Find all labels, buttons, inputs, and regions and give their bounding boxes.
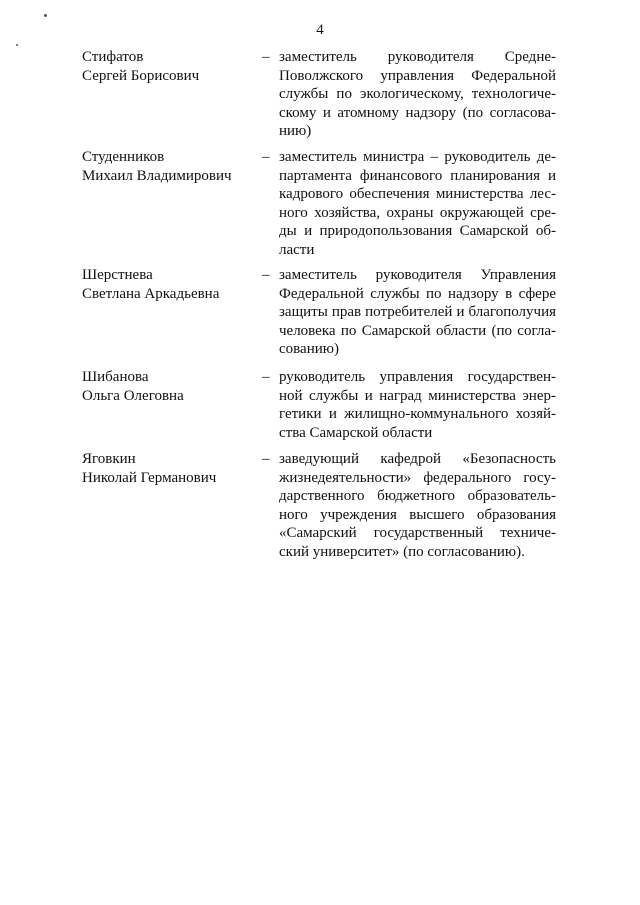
position-line: скому и атомному надзору (по согласова- (279, 104, 556, 121)
separator-dash: – (262, 149, 270, 165)
separator-dash: – (262, 369, 270, 385)
position-line: нию) (279, 123, 312, 139)
member-surname: Студенников (82, 149, 165, 165)
member-position (279, 368, 556, 442)
position-line: ды и природопользования Самарской об- (279, 223, 556, 239)
member-surname: Шибанова (82, 369, 149, 385)
position-line: человека по Самарской области (по согла- (279, 322, 556, 339)
separator-dash: – (262, 49, 270, 65)
member-surname: Шерстнева (82, 267, 153, 283)
position-line: ласти (279, 241, 315, 258)
scan-speck (44, 14, 47, 17)
position-line: заведующий кафедрой «Безопасность (279, 451, 556, 467)
position-line: службы по экологическому, технологиче- (279, 86, 556, 102)
member-position (279, 450, 556, 561)
position-line: ного хозяйства, охраны окружающей сре- (279, 204, 556, 221)
position-line: дарственного бюджетного образователь- (279, 488, 556, 504)
page-number: 4 (316, 22, 324, 38)
position-line: гетики и жилищно-коммунального хозяй- (279, 406, 556, 422)
member-name (82, 450, 262, 487)
position-line: Поволжского управления Федеральной (279, 67, 556, 84)
member-surname: Яговкин (82, 451, 136, 467)
position-line: партамента финансового планирования и (279, 167, 556, 184)
position-line: «Самарский государственный техниче- (279, 525, 556, 541)
position-line: сованию) (279, 341, 339, 357)
member-given-names: Сергей Борисович (82, 67, 200, 84)
position-line: ного учреждения высшего образования (279, 506, 556, 523)
position-line: ства Самарской области (279, 424, 433, 441)
position-line: Федеральной службы по надзору в сфере (279, 285, 556, 302)
separator-dash: – (262, 451, 270, 467)
member-surname: Стифатов (82, 49, 144, 65)
member-given-names: Николай Германович (82, 469, 217, 486)
position-line: заместитель министра – руководитель де- (279, 149, 556, 165)
position-line: руководитель управления государствен- (279, 369, 556, 385)
member-name (82, 266, 262, 303)
member-name (82, 48, 262, 85)
member-given-names: Михаил Владимирович (82, 167, 232, 184)
position-line: заместитель руководителя Средне- (279, 49, 556, 65)
member-given-names: Ольга Олеговна (82, 387, 184, 404)
member-position (279, 48, 556, 141)
position-line: кадрового обеспечения министерства лес- (279, 186, 556, 202)
member-position (279, 148, 556, 259)
member-name (82, 368, 262, 405)
member-position (279, 266, 556, 359)
separator-dash: – (262, 267, 270, 283)
scan-speck (16, 44, 18, 46)
member-name (82, 148, 262, 185)
position-line: жизнедеятельности» федерального госу- (279, 469, 556, 486)
member-given-names: Светлана Аркадьевна (82, 285, 220, 302)
position-line: ной службы и наград министерства энер- (279, 387, 556, 404)
position-line: заместитель руководителя Управления (279, 267, 556, 283)
position-line: защиты прав потребителей и благополучия (279, 304, 556, 320)
position-line: ский университет» (по согласованию). (279, 543, 525, 560)
